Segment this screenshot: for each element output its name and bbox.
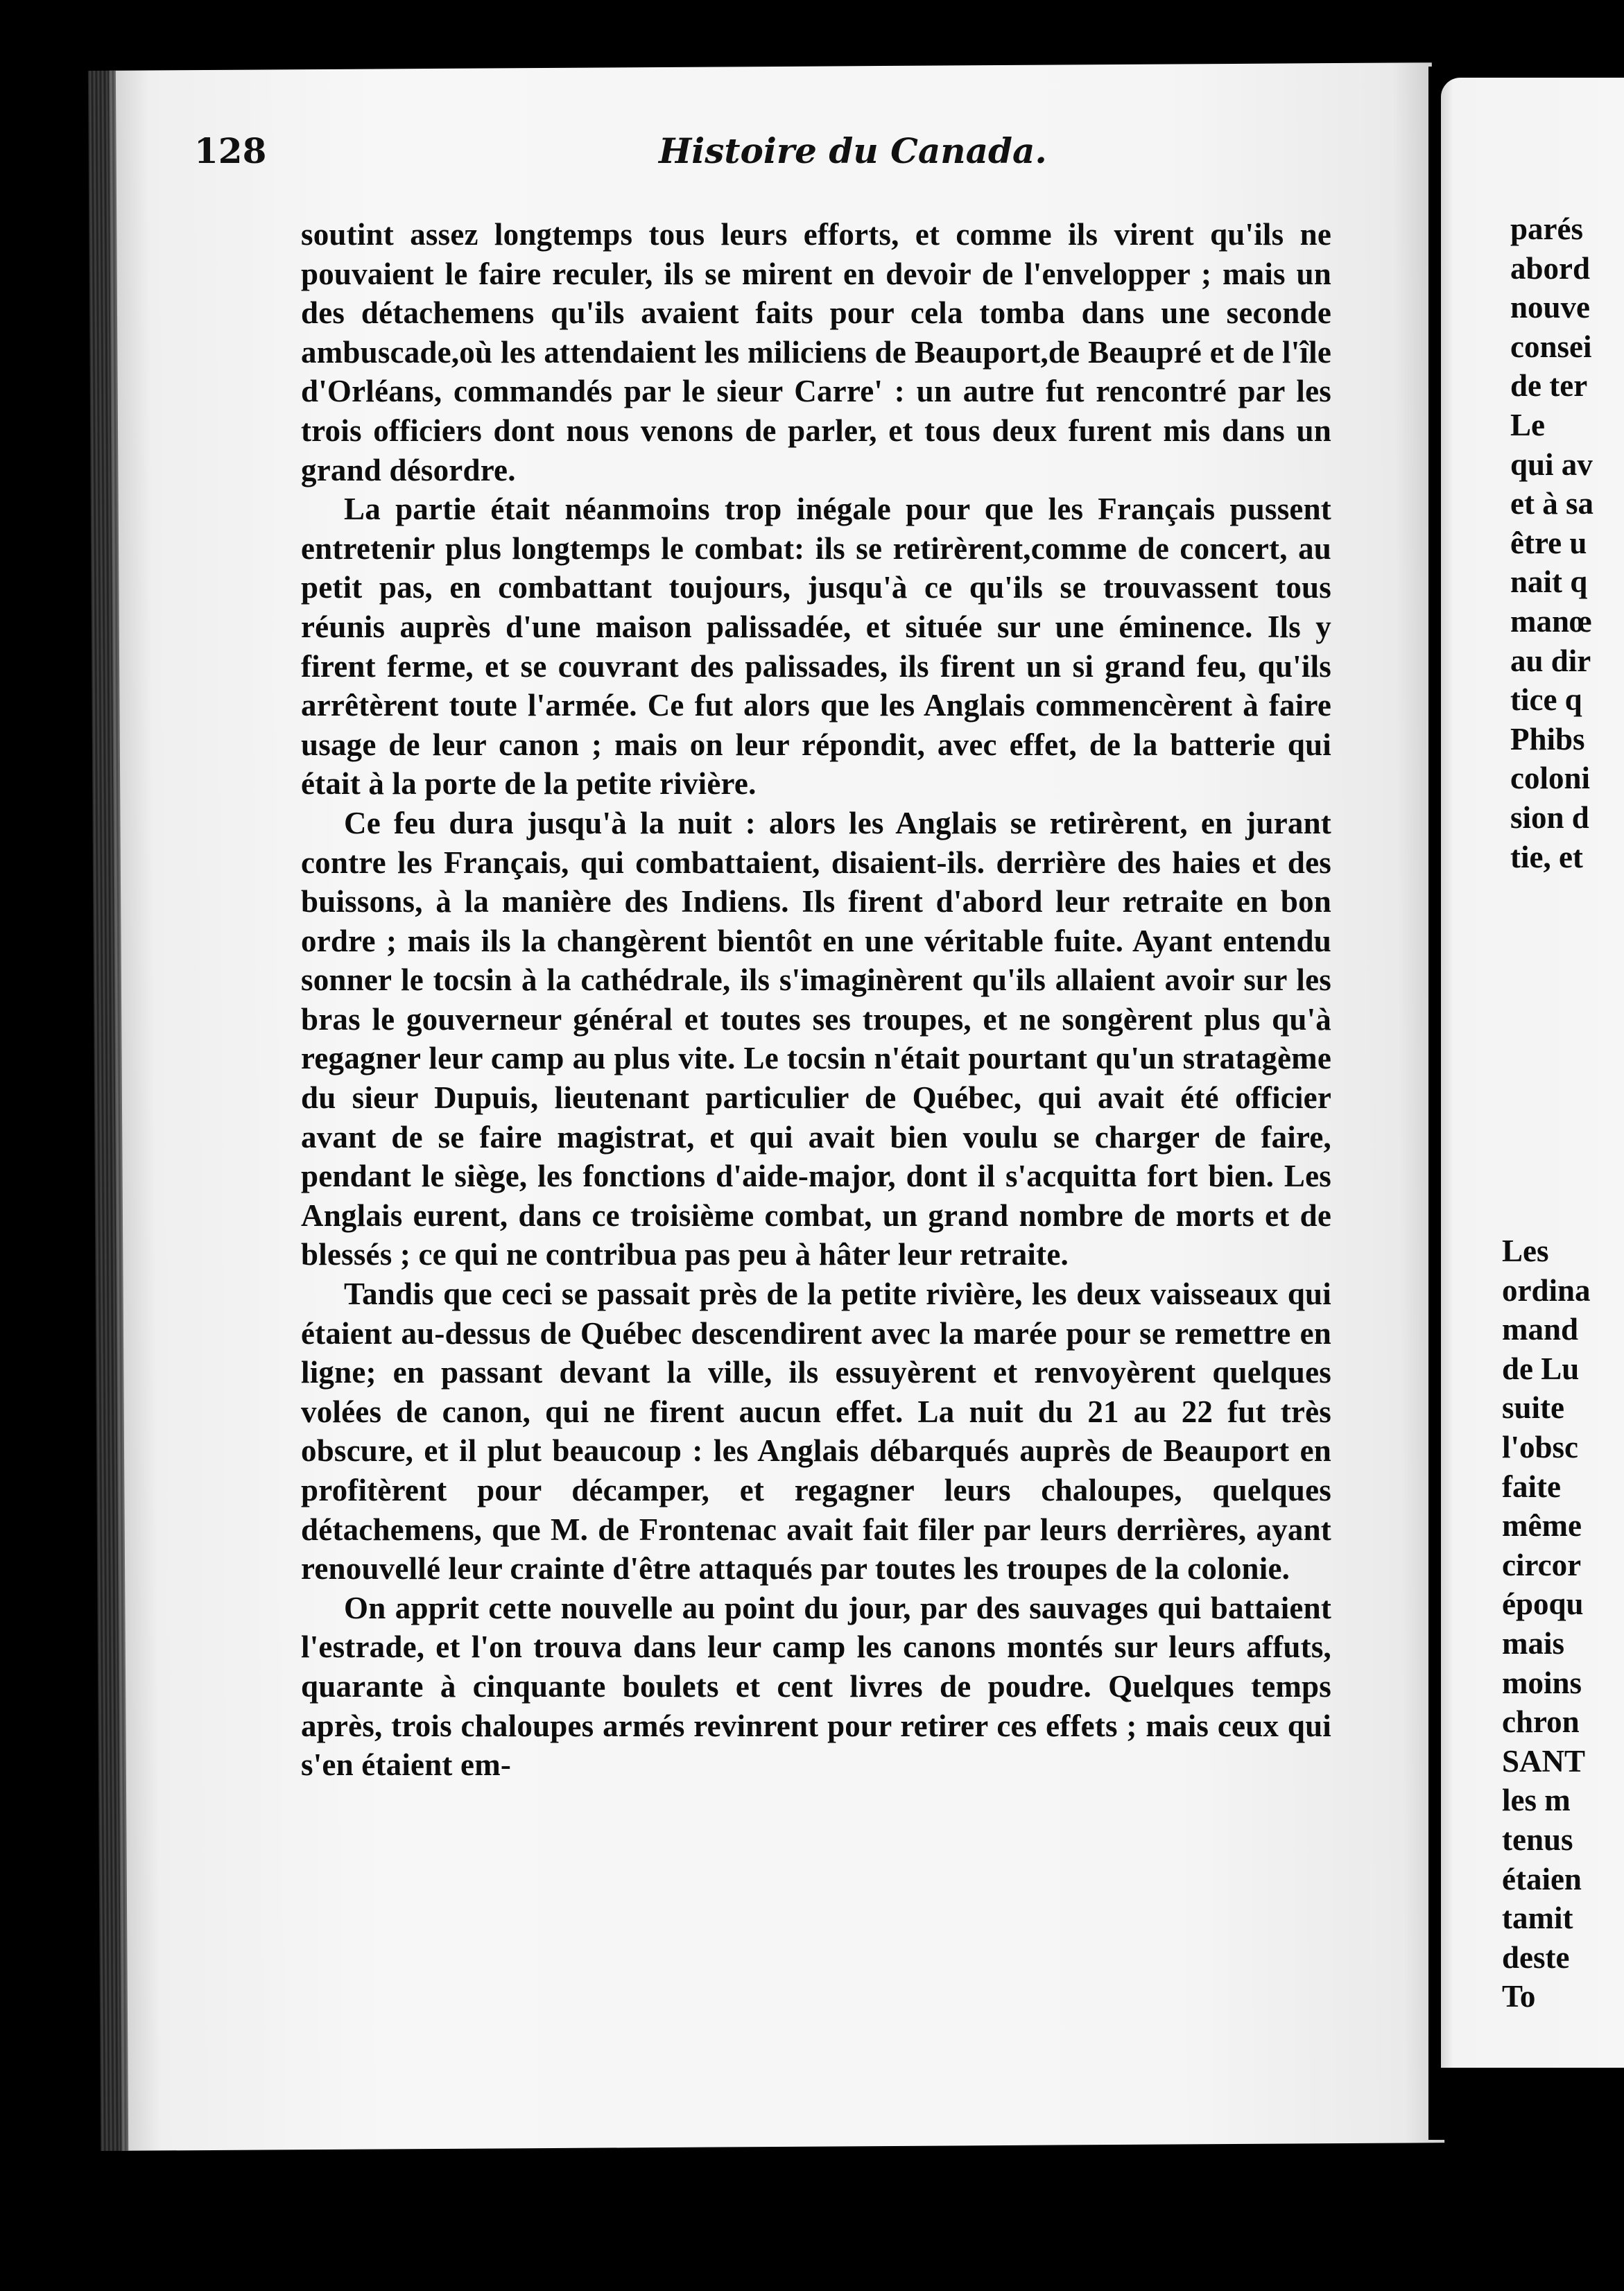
right-page-line: ordina — [1502, 1272, 1591, 1308]
right-page-line: faite — [1502, 1469, 1561, 1504]
right-page-text-bottom — [1502, 1231, 1624, 2016]
right-page-line: circor — [1502, 1547, 1582, 1582]
right-page-line: l'obsc — [1502, 1429, 1579, 1464]
right-page-line: mais — [1502, 1625, 1564, 1661]
right-page-line: Le — [1510, 407, 1545, 442]
right-page-line: sion d — [1510, 799, 1589, 835]
right-page-line: SANT — [1502, 1743, 1586, 1779]
right-page-line: chron — [1502, 1704, 1580, 1740]
right-page-line: manœ — [1510, 603, 1592, 639]
running-title: Histoire du Canada. — [659, 130, 1047, 171]
right-page-line: To — [1502, 1979, 1536, 2014]
right-page-line: moins — [1502, 1665, 1582, 1700]
right-page-line: Les — [1502, 1234, 1549, 1268]
page-body — [301, 215, 1331, 1785]
right-page-line: étaien — [1502, 1861, 1582, 1896]
right-page-line: qui av — [1510, 447, 1593, 482]
page-header — [194, 130, 1338, 186]
right-page-line: tice q — [1510, 682, 1582, 718]
right-page-line: consei — [1510, 329, 1592, 364]
right-page-line: Phibs — [1510, 721, 1585, 757]
right-page-line: tamit — [1502, 1901, 1573, 1936]
paragraph-1: soutint assez longtemps tous leurs efforts, et comme ils virent qu'ils ne pouvaient le faire reculer, ils se mirent en devoir de l'envelopper ; mais un des détachemens qu'ils avaient faits pour cela tomba dans une seconde ambuscade,où les attendaient les miliciens de Beauport,de Beaupré et de l'île d'Orléans, commandés par le sieur Carre' : un autre fut rencontré par les trois officiers dont nous venons de parler, et tous deux furent mis dans un grand désordre. — [301, 217, 1331, 487]
paragraph-3: Ce feu dura jusqu'à la nuit : alors les Anglais se retirèrent, en jurant contre les Français, qui combattaient, disaient-ils. derrière des haies et des buissons, à la manière des Indiens. Ils firent d'abord leur retraite en bon ordre ; mais ils la changèrent bientôt en une véritable fuite. Ayant entendu sonner le tocsin à la cathédrale, ils s'imaginèrent qu'ils allaient avoir sur les bras le gouverneur général et toutes ses troupes, et ne songèrent plus qu'à regagner leur camp au plus vite. Le tocsin n'était pourtant qu'un stratagème du sieur Dupuis, lieutenant particulier de Québec, qui avait été officier avant de se faire magistrat, et qui avait bien voulu se charger de faire, pendant le siège, les fonctions d'aide-major, dont il s'acquitta fort bien. Les Anglais eurent, dans ce troisième combat, un grand nombre de morts et de blessés ; ce qui ne contribua pas peu à hâter leur retraite. — [301, 805, 1331, 1272]
right-page-line: de Lu — [1502, 1351, 1580, 1386]
right-page-line: deste — [1502, 1939, 1570, 1975]
page-number: 128 — [194, 130, 267, 171]
right-page-line: même — [1502, 1508, 1582, 1544]
paragraph-5: On apprit cette nouvelle au point du jour, par des sauvages qui battaient l'estrade, et l'on trouva dans leur camp les canons montés sur leurs affuts, quarante à cinquante boulets et cent livres de poudre. Quelques temps après, trois chaloupes armés revinrent pour retirer ces effets ; mais ceux qui s'en étaient em- — [301, 1590, 1331, 1783]
right-page-line: tenus — [1502, 1822, 1573, 1857]
right-page-line: nouve — [1510, 290, 1591, 325]
paragraph-4: Tandis que ceci se passait près de la petite rivière, les deux vaisseaux qui étaient au-dessus de Québec descendirent avec la marée pour se remettre en ligne; en passant devant la ville, ils essuyèrent et renvoyèrent quelques volées de canon, qui ne firent aucun effet. La nuit du 21 au 22 fut très obscure, et il plut beaucoup : les Anglais débarqués auprès de Beauport en profitèrent pour décamper, et regagner leurs chaloupes, quelques détachemens, que M. de Frontenac avait fait filer par leurs derrières, ayant renouvellé leur crainte d'être attaqués par toutes les troupes de la colonie. — [301, 1277, 1331, 1587]
right-page-line: de ter — [1510, 368, 1588, 404]
right-page-line: suite — [1502, 1390, 1564, 1426]
right-page-line: coloni — [1510, 761, 1591, 796]
right-page-line: nait q — [1510, 564, 1588, 600]
right-page-line: époqu — [1502, 1587, 1584, 1622]
right-page-line: abord — [1510, 250, 1591, 286]
right-page-line: être u — [1510, 525, 1587, 560]
right-page-line: au dir — [1510, 643, 1591, 678]
right-page-line: parés — [1510, 211, 1583, 246]
right-page-text-top — [1510, 209, 1624, 876]
paragraph-2: La partie était néanmoins trop inégale pour que les Français pussent entretenir plus longtemps le combat: ils se retirèrent,comme de concert, au petit pas, en combattant toujours, jusqu'à ce qu'ils se trouvassent tous réunis auprès d'une maison palissadée, et située sur une éminence. Ils y firent ferme, et se couvrant des palissades, ils firent un si grand feu, qu'ils arrêtèrent toute l'armée. Ce fut alors que les Anglais commencèrent à faire usage de leur canon ; mais on leur répondit, avec effet, de la batterie qui était à la porte de la petite rivière. — [301, 492, 1331, 802]
right-page-line: tie, et — [1510, 839, 1583, 874]
right-page-line: mand — [1502, 1312, 1579, 1347]
right-page-line: les m — [1502, 1783, 1571, 1818]
right-page-line: et à sa — [1510, 486, 1593, 521]
